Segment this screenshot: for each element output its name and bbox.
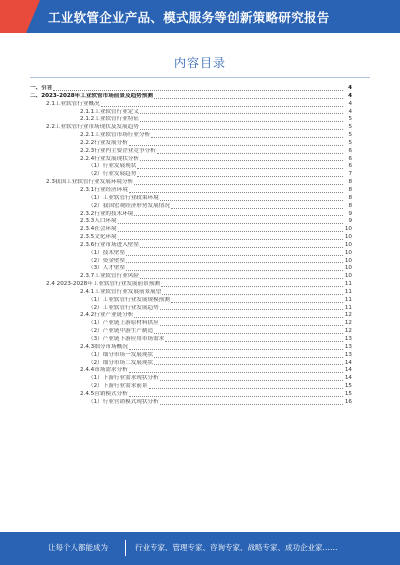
toc-entry-text: 2.3.6行业市场进入壁垒 xyxy=(80,241,139,248)
toc-leader-dots xyxy=(151,137,343,138)
toc-entry-text: （2）行业发展趋势 xyxy=(88,171,137,178)
toc-leader-dots xyxy=(160,404,343,405)
toc-leader-dots xyxy=(126,255,343,256)
toc-page-number: 11 xyxy=(344,304,352,311)
toc-divider xyxy=(30,77,370,78)
toc-leader-dots xyxy=(161,286,343,287)
toc-entry-text: （1）产业链上游原材料供应 xyxy=(88,320,159,327)
toc-page-number: 4 xyxy=(348,100,352,107)
toc-leader-dots xyxy=(129,372,343,373)
toc-entry-text: 2.4.5营销模式分析 xyxy=(80,390,128,397)
toc-entry[interactable] xyxy=(30,116,352,124)
toc-entry-text: 2.3.1行业经济环境 xyxy=(80,186,128,193)
toc-page-number: 6 xyxy=(348,163,352,170)
toc-leader-dots xyxy=(137,168,343,169)
toc-page-number: 6 xyxy=(348,155,352,162)
toc-entry[interactable] xyxy=(30,312,352,320)
toc-entry[interactable] xyxy=(30,124,352,132)
toc-entry[interactable] xyxy=(30,305,352,313)
toc-entry[interactable] xyxy=(30,179,352,187)
toc-entry-text: （2）工业软管行业发展趋势 xyxy=(88,304,159,311)
toc-entry-text: （1）工业软管行业发展规模预测 xyxy=(88,296,170,303)
toc-entry-text: 2.1.2工业软管行业特征 xyxy=(80,116,139,123)
toc-leader-dots xyxy=(160,325,343,326)
toc-leader-dots xyxy=(154,364,343,365)
toc-leader-dots xyxy=(134,317,343,318)
toc-leader-dots xyxy=(118,231,343,232)
toc-entry-text: 2.3.2行业的技术环境 xyxy=(80,210,134,217)
toc-leader-dots xyxy=(134,184,343,185)
toc-leader-dots xyxy=(160,380,343,381)
toc-leader-dots xyxy=(160,309,343,310)
toc-entry[interactable] xyxy=(30,132,352,140)
toc-page-number: 10 xyxy=(344,273,352,280)
toc-entry[interactable] xyxy=(30,297,352,305)
toc-entry[interactable] xyxy=(30,203,352,211)
toc-page-number: 11 xyxy=(344,288,352,295)
toc-page-number: 7 xyxy=(348,171,352,178)
toc-entry[interactable] xyxy=(30,391,352,399)
toc-page-number: 10 xyxy=(344,265,352,272)
toc-entry[interactable] xyxy=(30,320,352,328)
toc-entry[interactable] xyxy=(30,195,352,203)
toc-entry[interactable] xyxy=(30,399,352,407)
toc-page-number: 8 xyxy=(348,186,352,193)
toc-entry-text: 二、2023-2028年工业软管市场前景及趋势预测 xyxy=(30,92,153,99)
toc-entry[interactable] xyxy=(30,383,352,391)
toc-entry-text: （3）人才壁垒 xyxy=(88,265,126,272)
toc-leader-dots xyxy=(162,294,343,295)
toc-leader-dots xyxy=(140,247,343,248)
toc-page-number: 14 xyxy=(344,367,352,374)
toc-entry-text: 2.3.7工业软管行业风险 xyxy=(80,273,139,280)
toc-page-number: 10 xyxy=(344,249,352,256)
toc-entry-text: 2.4.4市场需求分析 xyxy=(80,367,128,374)
toc-entry-text: 2.1.1工业软管行业定义 xyxy=(80,108,139,115)
toc-page-number: 5 xyxy=(348,132,352,139)
toc-page-number: 16 xyxy=(344,398,352,405)
toc-entry[interactable] xyxy=(30,367,352,375)
toc-entry-text: （2）我国宏观经济形势发展情况 xyxy=(88,202,170,209)
toc-page-number: 4 xyxy=(348,92,352,99)
toc-page-number: 11 xyxy=(344,281,352,288)
toc-entry[interactable] xyxy=(30,344,352,352)
toc-leader-dots xyxy=(165,341,343,342)
toc-leader-dots xyxy=(129,145,343,146)
toc-entry-text: 2.2.2行业发展分析 xyxy=(80,139,128,146)
toc-leader-dots xyxy=(154,357,343,358)
toc-page-number: 4 xyxy=(348,108,352,115)
toc-entry[interactable] xyxy=(30,218,352,226)
toc-page-number: 8 xyxy=(348,179,352,186)
toc-entry-text: 2.4.1工业软管行业发展前景展望 xyxy=(80,288,162,295)
toc-entry[interactable] xyxy=(30,234,352,242)
table-of-contents xyxy=(30,85,352,407)
toc-page-number: 6 xyxy=(348,147,352,154)
toc-entry-text: （1）行业营销模式现状分析 xyxy=(88,398,159,405)
toc-page-number: 10 xyxy=(344,241,352,248)
toc-entry[interactable] xyxy=(30,140,352,148)
toc-entry[interactable] xyxy=(30,148,352,156)
toc-leader-dots xyxy=(137,176,343,177)
toc-page-number: 13 xyxy=(344,343,352,350)
toc-entry[interactable] xyxy=(30,93,352,101)
toc-entry-text: 2.2.4行业发展现状分析 xyxy=(80,155,139,162)
toc-entry[interactable] xyxy=(30,187,352,195)
toc-entry-text: 2.4 2023-2028年工业软管行业发展前景预测 xyxy=(46,281,160,288)
footer-tags: 行业专家、管理专家、咨询专家、战略专家、成功企业家…… xyxy=(135,543,338,552)
toc-page-number: 4 xyxy=(348,85,352,91)
toc-page-number: 8 xyxy=(348,194,352,201)
toc-leader-dots xyxy=(129,349,343,350)
toc-page-number: 9 xyxy=(348,218,352,225)
toc-page-number: 12 xyxy=(344,328,352,335)
toc-leader-dots xyxy=(157,153,343,154)
toc-page-number: 5 xyxy=(348,116,352,123)
toc-page-number: 11 xyxy=(344,296,352,303)
toc-leader-dots xyxy=(149,388,344,389)
toc-entry[interactable] xyxy=(30,163,352,171)
toc-page-number: 12 xyxy=(344,312,352,319)
header-bar xyxy=(0,0,400,33)
toc-entry-text: 2.3.5文化环境 xyxy=(80,234,117,241)
toc-entry-text: （3）产业链下游应用市场需求 xyxy=(88,336,165,342)
toc-entry[interactable] xyxy=(30,258,352,266)
toc-entry[interactable] xyxy=(30,289,352,297)
toc-entry-text: （1）细分市场一发展现状 xyxy=(88,351,154,358)
toc-entry[interactable] xyxy=(30,281,352,289)
toc-leader-dots xyxy=(118,223,343,224)
toc-entry-text: （2）产业链中游生产制造 xyxy=(88,328,154,335)
toc-entry[interactable] xyxy=(30,265,352,273)
toc-page-number: 10 xyxy=(344,226,352,233)
toc-entry-text: （2）资金壁垒 xyxy=(88,257,126,264)
toc-page-number: 9 xyxy=(348,210,352,217)
toc-page-number: 10 xyxy=(344,257,352,264)
toc-page-number: 12 xyxy=(344,320,352,327)
toc-leader-dots xyxy=(154,98,343,99)
toc-entry[interactable] xyxy=(30,336,352,344)
toc-leader-dots xyxy=(129,396,343,397)
toc-leader-dots xyxy=(154,333,343,334)
toc-page-number: 13 xyxy=(344,336,352,342)
report-title: 工业软管企业产品、模式服务等创新策略研究报告 xyxy=(48,10,330,25)
toc-entry-text: 2.2.3行业内主要企业竞争分析 xyxy=(80,147,156,154)
toc-entry-text: 2.3我国工业软管行业发展环境分析 xyxy=(46,179,134,186)
toc-entry-text: （1）行业发展现状 xyxy=(88,163,137,170)
toc-entry[interactable] xyxy=(30,273,352,281)
toc-page-number: 14 xyxy=(344,359,352,366)
toc-leader-dots xyxy=(118,239,343,240)
toc-leader-dots xyxy=(140,129,343,130)
toc-leader-dots xyxy=(101,106,343,107)
toc-entry[interactable] xyxy=(30,101,352,109)
toc-entry[interactable] xyxy=(30,226,352,234)
toc-entry[interactable] xyxy=(30,85,352,93)
footer-bar xyxy=(0,532,400,565)
toc-page-number: 5 xyxy=(348,124,352,131)
toc-entry-text: 2.3.4社会环境 xyxy=(80,226,117,233)
toc-entry-text: 2.4.2行业产业链分析 xyxy=(80,312,134,319)
toc-entry-text: （2）下游行业需求前景 xyxy=(88,383,148,390)
toc-leader-dots xyxy=(140,278,343,279)
footer-divider xyxy=(125,540,126,556)
toc-entry[interactable] xyxy=(30,328,352,336)
toc-page-number: 5 xyxy=(348,139,352,146)
toc-entry[interactable] xyxy=(30,375,352,383)
toc-entry[interactable] xyxy=(30,242,352,250)
toc-page-number: 10 xyxy=(344,234,352,241)
toc-leader-dots xyxy=(140,121,343,122)
toc-entry-text: （2）细分市场二发展现状 xyxy=(88,359,154,366)
toc-leader-dots xyxy=(140,160,343,161)
toc-entry-text: （1）技术壁垒 xyxy=(88,249,126,256)
toc-leader-dots xyxy=(160,200,343,201)
toc-page-number: 13 xyxy=(344,351,352,358)
toc-page-number: 15 xyxy=(344,390,352,397)
toc-leader-dots xyxy=(53,90,343,91)
toc-entry[interactable] xyxy=(30,156,352,164)
toc-entry-text: 2.2工业软管行业市场现状及发展趋势 xyxy=(46,124,139,131)
toc-entry[interactable] xyxy=(30,360,352,368)
header-accent-shape xyxy=(0,0,40,33)
toc-leader-dots xyxy=(171,302,343,303)
toc-entry-text: 2.2.1工业软管市场行业分析 xyxy=(80,132,151,139)
toc-page-number: 14 xyxy=(344,375,352,382)
toc-leader-dots xyxy=(129,192,343,193)
toc-page-number: 8 xyxy=(348,202,352,209)
toc-entry[interactable] xyxy=(30,352,352,360)
toc-leader-dots xyxy=(126,262,343,263)
toc-entry-text: （1）工业软管行业政策环境 xyxy=(88,194,159,201)
toc-entry-text: 2.1工业软管行业概况 xyxy=(46,100,100,107)
toc-entry-text: 2.3.3人口环境 xyxy=(80,218,117,225)
toc-leader-dots xyxy=(134,215,343,216)
toc-entry[interactable] xyxy=(30,250,352,258)
toc-entry-text: 2.4.3细分市场概况 xyxy=(80,343,128,350)
toc-entry[interactable] xyxy=(30,109,352,117)
toc-entry-text: 一、引言 xyxy=(30,85,53,91)
toc-leader-dots xyxy=(140,113,343,114)
toc-entry[interactable] xyxy=(30,211,352,219)
toc-entry[interactable] xyxy=(30,171,352,179)
toc-heading: 内容目录 xyxy=(173,56,226,70)
toc-leader-dots xyxy=(171,208,343,209)
toc-leader-dots xyxy=(126,270,343,271)
toc-entry-text: （1）下游行业需求现状分析 xyxy=(88,375,159,382)
footer-slogan: 让每个人都能成为 xyxy=(48,543,108,552)
toc-page-number: 15 xyxy=(344,383,352,390)
